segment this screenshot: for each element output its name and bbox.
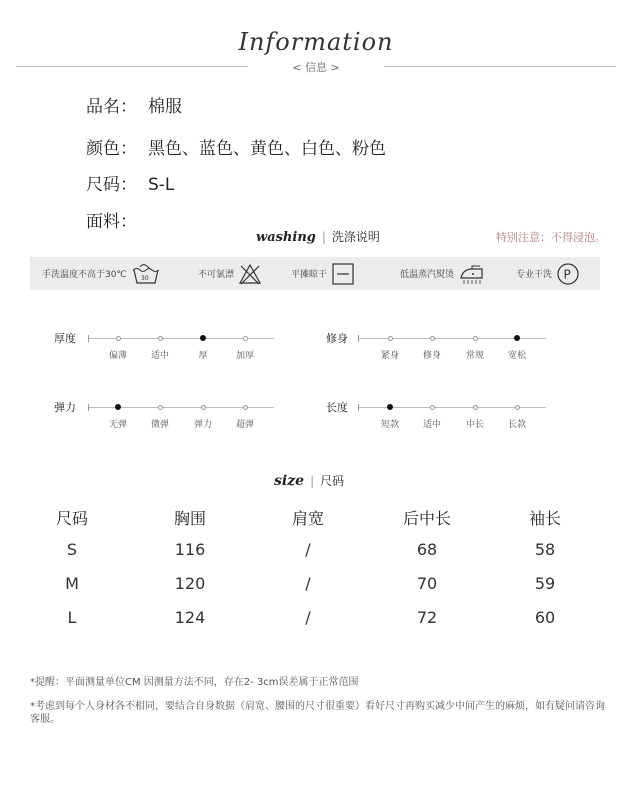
scale-option-label: 超弹 <box>235 420 254 430</box>
scale-dot <box>201 405 206 410</box>
scale-option-label: 适中 <box>422 420 441 430</box>
scale-dot <box>473 336 478 341</box>
scale-option-label: 短款 <box>380 420 399 430</box>
scale-option-label: 无弹 <box>108 420 127 430</box>
scale-option-label: 修身 <box>422 351 441 361</box>
page-subtitle: < 信息 > <box>292 61 340 74</box>
size-table-header: 袖长 <box>528 509 561 528</box>
handwash-icon <box>131 263 161 285</box>
scale-dot-selected <box>387 404 393 410</box>
size-table-header: 后中长 <box>402 509 451 528</box>
info-color-label: 颜色： <box>86 139 137 159</box>
scale-fit <box>326 332 586 368</box>
info-color-row <box>86 134 386 159</box>
scale-dot <box>116 336 121 341</box>
scale-option-label: 紧身 <box>380 351 399 361</box>
scale-dot <box>515 405 520 410</box>
scale-option-label: 微弹 <box>150 420 169 430</box>
scale-option-label: 厚 <box>198 351 208 361</box>
wash-item-label: 低温蒸汽熨烫 <box>400 270 455 280</box>
washing-title <box>256 228 380 245</box>
size-table-cell: 116 <box>174 540 206 559</box>
scale-label: 长度 <box>326 401 348 414</box>
washing-divider: | <box>321 230 326 244</box>
size-table-cell: 60 <box>534 608 556 627</box>
scale-dot-selected <box>115 404 121 410</box>
info-size-label: 尺码： <box>86 175 137 195</box>
size-divider: | <box>310 474 315 488</box>
size-table-header: 尺码 <box>55 509 88 528</box>
page-title: Information <box>238 28 394 56</box>
dry-flat-icon <box>331 263 355 285</box>
scale-option-label: 加厚 <box>235 351 254 361</box>
scale-dot <box>388 336 393 341</box>
size-table-cell: M <box>65 574 79 593</box>
scale-start-tick <box>358 335 359 342</box>
info-size-row <box>86 170 174 195</box>
size-title-en: size <box>274 473 305 489</box>
footer-note-1: *提醒：平面测量单位CM 因测量方法不同，存在2- 3cm误差属于正常范围 <box>30 677 359 688</box>
info-name-label: 品名： <box>86 97 137 117</box>
scale-label: 弹力 <box>54 401 76 414</box>
info-fabric-label: 面料： <box>86 212 137 232</box>
scale-option-label: 适中 <box>150 351 169 361</box>
scale-dot <box>158 336 163 341</box>
washing-bar <box>30 257 600 290</box>
scale-start-tick <box>358 404 359 411</box>
info-fabric-row <box>86 207 148 232</box>
size-table-cell: 68 <box>416 540 438 559</box>
size-table-cell: / <box>305 608 311 627</box>
size-table-cell: 70 <box>416 574 438 593</box>
size-table-cell: / <box>305 574 311 593</box>
size-table-cell: / <box>305 540 311 559</box>
size-table-cell: 72 <box>416 608 438 627</box>
size-table-cell: S <box>66 540 78 559</box>
footer-note-2: *考虑到每个人身材各不相同，要结合自身数据（肩宽、腰围的尺寸很重要）看好尺寸再购买减少中间产生的麻烦，如有疑问请咨询客服。 <box>30 701 605 725</box>
scale-option-label: 宽松 <box>507 351 526 361</box>
wash-item-dry-flat <box>291 257 355 290</box>
scale-elasticity <box>54 401 314 437</box>
wash-item-label: 平摊晾干 <box>291 270 328 280</box>
svg-text:P: P <box>563 267 571 281</box>
svg-text:30: 30 <box>140 274 149 282</box>
size-table-cell: 120 <box>174 574 206 593</box>
scale-dot <box>430 336 435 341</box>
wash-item-steam-iron <box>400 257 486 290</box>
dry-clean-p-icon <box>556 262 580 286</box>
size-table-cell: 124 <box>174 608 206 627</box>
size-table-header: 肩宽 <box>291 509 324 528</box>
scale-start-tick <box>88 404 89 411</box>
info-name-row <box>86 92 182 117</box>
scale-dot-selected <box>514 335 520 341</box>
scale-label: 修身 <box>326 332 348 345</box>
scale-label: 厚度 <box>54 332 76 345</box>
size-title-cn: 尺码 <box>320 474 345 488</box>
scale-dot-selected <box>200 335 206 341</box>
washing-note: 特别注意：不得浸泡。 <box>496 231 606 244</box>
scale-dot <box>430 405 435 410</box>
scale-dot <box>243 405 248 410</box>
wash-item-no-bleach <box>198 257 262 290</box>
scale-start-tick <box>88 335 89 342</box>
wash-item-label: 专业干洗 <box>516 270 553 280</box>
size-table-cell: 58 <box>534 540 556 559</box>
steam-iron-icon <box>458 263 486 285</box>
scale-option-label: 偏薄 <box>108 351 127 361</box>
size-title <box>274 472 344 489</box>
no-bleach-icon <box>238 263 262 285</box>
info-color-value: 黑色、蓝色、黄色、白色、粉色 <box>148 139 386 159</box>
scale-dot <box>473 405 478 410</box>
size-table-header: 胸围 <box>173 509 206 528</box>
wash-item-dry-clean <box>516 257 580 290</box>
scale-length <box>326 401 586 437</box>
scale-thickness <box>54 332 314 368</box>
wash-item-label: 不可氯漂 <box>198 270 235 280</box>
scale-option-label: 常规 <box>465 351 484 361</box>
info-name-value: 棉服 <box>148 97 182 117</box>
washing-title-en: washing <box>256 230 316 245</box>
scale-option-label: 弹力 <box>193 420 212 430</box>
scale-option-label: 中长 <box>465 420 484 430</box>
scale-dot <box>158 405 163 410</box>
size-table-cell: 59 <box>534 574 556 593</box>
wash-item-label: 手洗温度不高于30℃ <box>42 270 127 280</box>
size-table-cell: L <box>67 608 77 627</box>
scale-dot <box>243 336 248 341</box>
scale-option-label: 长款 <box>507 420 526 430</box>
washing-title-cn: 洗涤说明 <box>331 230 380 244</box>
wash-item-handwash <box>42 257 161 290</box>
info-size-value: S-L <box>148 175 175 195</box>
